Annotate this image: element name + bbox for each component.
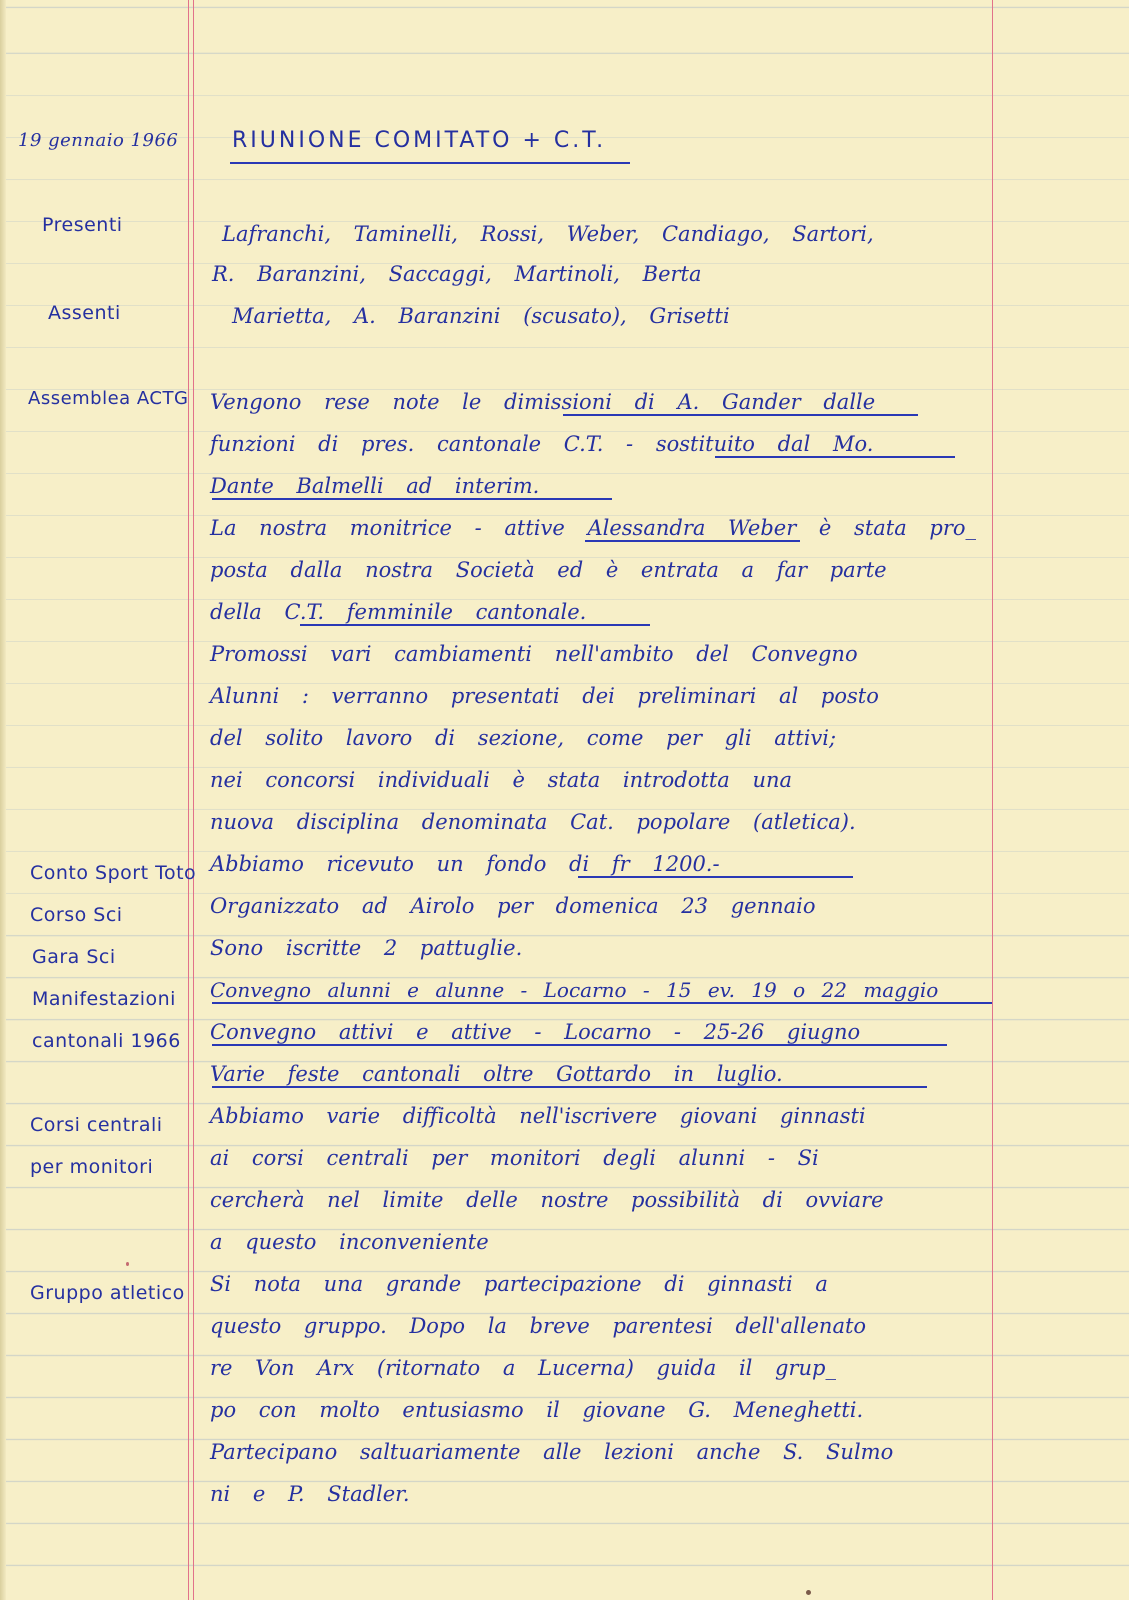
corso-label: Corso Sci — [30, 904, 123, 926]
gara-text: Sono iscritte 2 pattuglie. — [210, 936, 523, 960]
manif-line: Varie feste cantonali oltre Gottardo in luglio. — [210, 1062, 783, 1086]
corsi-line: Abbiamo varie difficoltà nell'iscrivere giovani ginnasti — [210, 1104, 866, 1128]
assenti-label: Assenti — [48, 302, 121, 324]
gruppo-line: Si nota una grande partecipazione di ginnasti a — [210, 1272, 828, 1296]
manif-line: Convegno attivi e attive - Locarno - 25-26 giugno — [210, 1020, 861, 1044]
underline — [212, 1002, 992, 1004]
assemblea-line: Dante Balmelli ad interim. — [210, 474, 540, 498]
sporttoto-text: Abbiamo ricevuto un fondo di fr 1200.- — [210, 852, 720, 876]
presenti-line-1: Lafranchi, Taminelli, Rossi, Weber, Candiago, Sartori, — [222, 222, 874, 246]
underline — [715, 456, 955, 458]
assenti-line: Marietta, A. Baranzini (scusato), Grisetti — [232, 304, 730, 328]
presenti-line-2: R. Baranzini, Saccaggi, Martinoli, Berta — [212, 262, 702, 286]
gruppo-line: re Von Arx (ritornato a Lucerna) guida il grup_ — [210, 1356, 837, 1380]
paper-mark — [806, 1590, 811, 1595]
entry-date: 19 gennaio 1966 — [18, 130, 179, 151]
binding-edge — [0, 0, 6, 1600]
assemblea-line: posta dalla nostra Società ed è entrata a far parte — [210, 558, 887, 582]
assemblea-line: nuova disciplina denominata Cat. popolare (atletica). — [210, 810, 856, 834]
gruppo-line: Partecipano saltuariamente alle lezioni anche S. Sulmo — [210, 1440, 894, 1464]
gruppo-line: po con molto entusiasmo il giovane G. Meneghetti. — [210, 1398, 864, 1422]
assemblea-line: Vengono rese note le dimissioni di A. Gander dalle — [210, 390, 876, 414]
corsi-label: Corsi centrali — [30, 1114, 163, 1136]
corsi-line: cercherà nel limite delle nostre possibilità di ovviare — [210, 1188, 884, 1212]
assemblea-line: Alunni : verranno presentati dei preliminari al posto — [210, 684, 879, 708]
underline — [563, 414, 918, 416]
corso-text: Organizzato ad Airolo per domenica 23 gennaio — [210, 894, 816, 918]
assemblea-line: La nostra monitrice - attive Alessandra Weber è stata pro_ — [210, 516, 977, 540]
assemblea-line: Promossi vari cambiamenti nell'ambito del Convegno — [210, 642, 858, 666]
sporttoto-label: Conto Sport Toto — [30, 862, 197, 884]
assemblea-line: del solito lavoro di sezione, come per gli attivi; — [210, 726, 837, 750]
corsi-line: a questo inconveniente — [210, 1230, 489, 1254]
margin-line — [188, 0, 189, 1600]
corsi-label: per monitori — [30, 1156, 154, 1178]
manif-line: Convegno alunni e alunne - Locarno - 15 ev. 19 o 22 maggio — [210, 978, 939, 1002]
corsi-line: ai corsi centrali per monitori degli alunni - Si — [210, 1146, 819, 1170]
underline — [212, 498, 612, 500]
manif-label: cantonali 1966 — [32, 1030, 181, 1052]
presenti-label: Presenti — [42, 214, 123, 236]
margin-line — [193, 0, 194, 1600]
underline — [212, 1044, 947, 1046]
manif-label: Manifestazioni — [32, 988, 176, 1010]
underline — [585, 540, 800, 542]
underline — [212, 1086, 927, 1088]
assemblea-label: Assemblea ACTG — [28, 388, 189, 409]
assemblea-line: della C.T. femminile cantonale. — [210, 600, 587, 624]
gruppo-line: questo gruppo. Dopo la breve parentesi dell'allenato — [210, 1314, 867, 1338]
title-underline — [230, 162, 630, 164]
right-margin-line — [992, 0, 993, 1600]
underline — [578, 876, 853, 878]
page-title: RIUNIONE COMITATO + C.T. — [232, 128, 607, 153]
underline — [300, 624, 650, 626]
assemblea-line: nei concorsi individuali è stata introdotta una — [210, 768, 793, 792]
gruppo-line: ni e P. Stadler. — [210, 1482, 410, 1506]
gruppo-label: Gruppo atletico — [30, 1282, 185, 1304]
gara-label: Gara Sci — [32, 946, 116, 968]
assemblea-line: funzioni di pres. cantonale C.T. - sostituito dal Mo. — [210, 432, 874, 456]
ink-mark — [126, 1262, 129, 1266]
